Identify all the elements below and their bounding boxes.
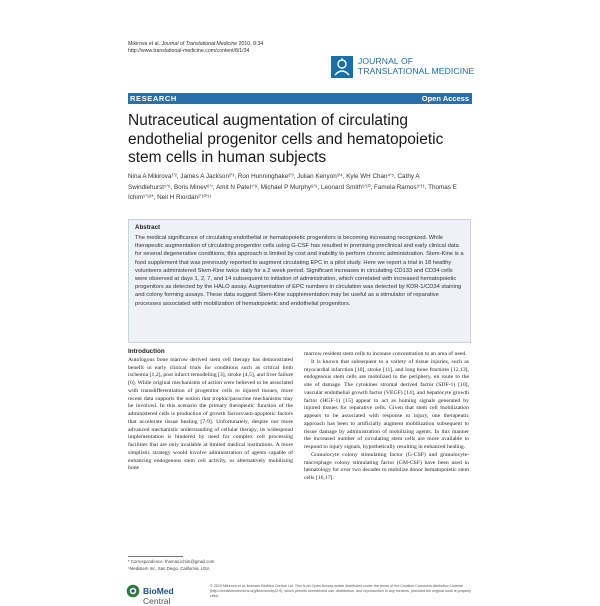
citation-authors: Mikirova et al. — [128, 41, 160, 47]
affiliation-note: ⁹Medistem Inc, San Diego, California, USA — [128, 565, 210, 571]
publisher-name-rest: Central — [143, 596, 171, 606]
section-bar — [128, 93, 472, 104]
publisher-name-bold: BioMed — [143, 586, 174, 596]
body-column-right — [304, 351, 469, 483]
footnotes — [128, 559, 214, 572]
citation-volume: 2010, 8:34 — [237, 41, 264, 47]
journal-logo — [330, 53, 480, 81]
footnote-divider — [128, 556, 183, 557]
biomed-central-logo — [126, 584, 194, 606]
open-access-label: Open Access — [421, 94, 469, 103]
citation-line — [128, 41, 263, 48]
article-title: Nutraceutical augmentation of circulating endothelial progenitor cells and hematopoietic stem cells in human subjects — [128, 112, 444, 166]
abstract-box — [128, 219, 471, 343]
license-text: © 2010 Mikirova et al; licensee BioMed Central Ltd. This is an Open Access article distributed under the terms of the Creative Commons Attribution License (http://creativecommons.org/licenses/by/2.0), which permits unrestricted use, distribution, and reproduction in any medium, provided the original work is properly cited. — [210, 584, 471, 598]
body-column-left — [128, 348, 293, 473]
citation-header — [128, 41, 263, 55]
biomed-central-circle-icon — [126, 584, 140, 598]
correspondence-note: * Correspondence: thomas.ichim@gmail.com — [128, 559, 215, 564]
body-paragraph: marrow resident stem cells to increase concentration to an area of need. — [304, 351, 467, 357]
introduction-heading: Introduction — [128, 348, 165, 355]
section-label: RESEARCH — [130, 94, 177, 103]
publisher-name — [143, 586, 194, 606]
body-paragraph: Granulocyte colony stimulating factor (G-CSF) and granulocyte-macrophage colony stimulating factor (GM-CSF) have been used in hematology for over two decades to mobilize donor hematopoietic stem cells [16,17]. — [304, 451, 469, 481]
journal-name-line2: TRANSLATIONAL MEDICINE — [358, 66, 475, 76]
body-paragraph: It is known that subsequent to a variety of tissue injuries, such as myocardial infarction [10], stroke [11], and long bone fractures [12,13], endogenous stem cells are mobilized to the periphery, en route to the site of damage. The cytokines stromal derived factor (SDF-1) [10], vascular endothelial growth factor (VEGF) [14], and hepatocyte growth factor (HGF-1) [15] appear to act as homing signals generated by injured tissues for reparative cells. Given that stem cell mobilization appears to be associated with response to injury, one therapeutic approach has been to artificially augment mobilization subsequent to tissue damage by administration of mobilizing agents. In this manner the increased number of circulating stem cells are more available to respond to injury signals, hypothetically resulting in enhanced healing. — [304, 358, 469, 450]
journal-name-line1: JOURNAL OF — [358, 56, 414, 66]
abstract-text: The medical significance of circulating endothelial or hematopoietic progenitors is becoming increasing recognized. While therapeutic augmentation of circulating progenitor cells using G-CSF has resulted in promising preclinical and early clinical data for several degenerative conditions, this approach is limited by cost and inability to perform chronic administration. Stem-Kine is a food supplement that was previously reported to augment circulating EPC in a pilot study. Here we report a trial in 18 healthy volunteers administered Stem-Kine twice daily for a 2 week period. Significant increases in circulating CD133 and CD34 cells were observed at days 1, 2, 7, and 14 subsequent to initiation of administration, which correlated with increased hematopoietic progenitors as detected by the HALO assay. Augmentation of EPC numbers in circulation was detected by KDR-1/CD34 staining and colony forming assays. These data suggest Stem-Kine supplementation may be useful as a stimulator of reparative processes associated with mobilization of hematopoietic and endothelial progenitors. — [135, 235, 464, 307]
journal-name — [358, 56, 474, 76]
journal-emblem-icon — [330, 55, 354, 79]
body-paragraph: Autologous bone marrow derived stem cell therapy has demonstrated benefit in early clinical trials for conditions such as critical limb ischemia [1,2], post infarct remodeling [3], stroke [4,5], and liver failure [6]. While original mechanisms of action were believed to be associated with transdifferentiation of progenitor cells to injured tissues, more recent data supports the notion that trophic/paracrine mechanisms may be involved. In this scenario the primary therapeutic function of the administered cells is production of growth factors/anti-apoptotic factors that accelerate tissue healing [7-9]. Unfortunately, despite our more advanced mechanistic understanding of cellular therapy, its widespread implementation is hindered by need for complex cell processing facilities that are only available at limited medical institutions. A more simplistic strategy would involve administration of agents capable of enhancing endogenous stem cell activity, or alternatively mobilizing bone — [128, 356, 293, 472]
abstract-heading: Abstract — [135, 224, 161, 231]
citation-journal: Journal of Translational Medicine — [161, 41, 238, 47]
article-url[interactable]: http://www.translational-medicine.com/content/8/1/34 — [128, 48, 250, 54]
author-list: Nina A Mikirova¹'², James A Jackson²'³, Ron Hunninghake²'³, Julian Kenyon³'⁴, Kyle WH Chan⁴'⁵, Cathy A Swindlehurst⁵'⁶, Boris Minev⁶'⁷, Amit N Patel⁷'⁸, Michael P Murphy⁸'⁹, Leonard Smith⁹'¹⁰, Famela Ramos⁹'¹¹, Thomas E Ichim⁹'¹²*, Neil H Riordan¹'¹⁰'¹¹ — [128, 173, 457, 201]
